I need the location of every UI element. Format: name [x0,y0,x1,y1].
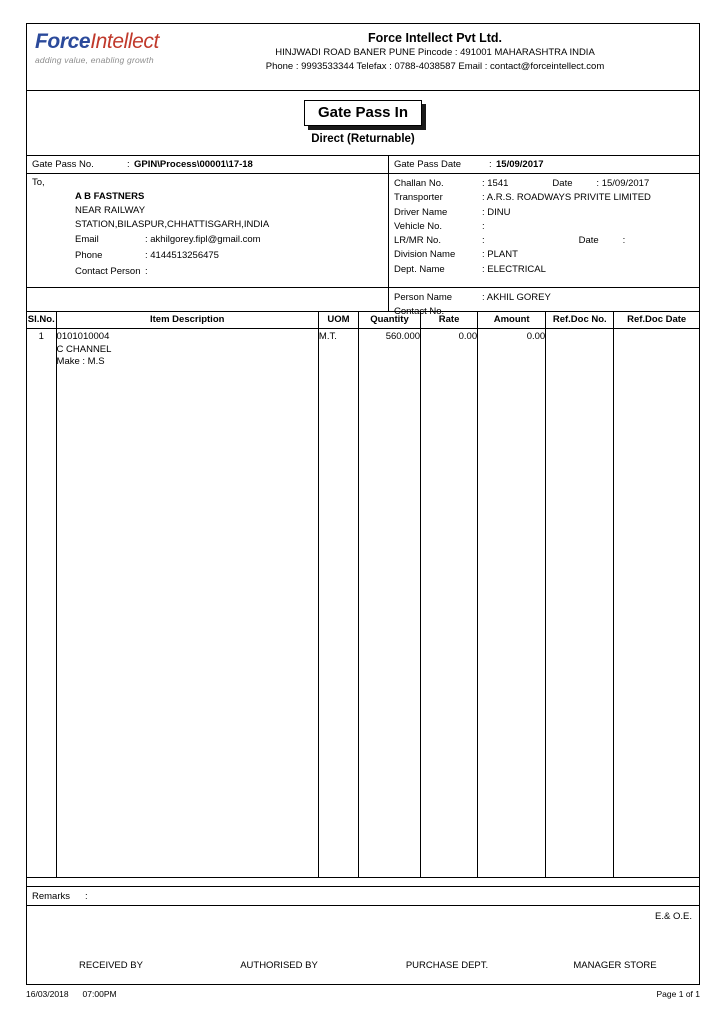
col-header-refdocdate: Ref.Doc Date [614,312,699,329]
lrmr-value: : [482,235,485,247]
items-table-header-row [27,312,699,329]
cell-uom: M.T. [318,329,358,878]
items-table [27,312,699,877]
logo-tagline: adding value, enabling growth [35,55,154,65]
party-name: A B FASTNERS [75,191,145,202]
signature-authorised-by: AUTHORISED BY [240,960,318,971]
person-name-row [394,291,699,305]
party-block [27,174,389,311]
person-name-value: : AKHIL GOREY [482,292,551,303]
party-phone-row [75,248,388,264]
gatepass-date-value: 15/09/2017 [496,159,544,170]
col-header-uom: UOM [318,312,358,329]
party-spacer-cell [27,288,388,310]
cell-rate: 0.00 [421,329,478,878]
lrmr-date-value: : [622,235,626,247]
party-address-line-2: STATION,BILASPUR,CHHATTISGARH,INDIA [75,219,270,230]
item-name: C CHANNEL [56,343,112,355]
col-header-rate: Rate [421,312,478,329]
company-contact: Phone : 9993533344 Telefax : 0788-4038587 Email : contact@forceintellect.com [265,61,605,72]
table-bottom-strip [27,878,699,887]
cell-description [56,329,318,878]
challan-date-label: Date [552,178,573,189]
lrmr-date-label: Date [578,235,599,247]
gatepass-date-label: Gate Pass Date [394,159,462,170]
gatepass-date-colon: : [489,159,492,170]
lrmr-row [394,234,699,248]
party-contact-person-label: Contact Person [75,266,141,277]
items-table-wrapper [27,312,699,878]
col-header-slno: Sl.No. [27,312,56,329]
challan-label: Challan No. [394,178,444,189]
party-consignment-band [27,174,699,318]
document-page [26,23,700,985]
col-header-refdocno: Ref.Doc No. [546,312,614,329]
gatepass-number-row [27,156,699,174]
party-address-line-1: NEAR RAILWAY [75,205,146,216]
dept-value: : ELECTRICAL [482,263,546,275]
item-code: 0101010004 [56,331,110,342]
vehicle-label: Vehicle No. [394,220,443,232]
transporter-value: : A.R.S. ROADWAYS PRIVITE LIMITED [482,192,651,204]
signature-manager-store: MANAGER STORE [573,960,657,971]
dept-row [394,263,699,277]
document-masthead [27,24,699,91]
col-header-description: Item Description [56,312,318,329]
logo-word-intellect: Intellect [90,30,159,53]
cell-quantity: 560.000 [358,329,420,878]
division-label: Division Name [394,249,456,261]
table-row [27,329,699,878]
document-subtitle: Direct (Returnable) [311,133,415,145]
print-stamp [26,989,117,999]
item-make: Make : M.S [56,356,105,367]
gatepass-date-cell [389,156,699,173]
party-email-label: Email [75,234,99,245]
challan-value: : 1541 [482,178,509,189]
page-number: Page 1 of 1 [656,989,700,999]
consignment-details [389,174,699,288]
person-name-label: Person Name [394,292,453,303]
signature-received-by: RECEIVED BY [79,960,143,971]
gatepass-no-colon: : [127,159,130,170]
driver-row [394,206,699,220]
contact-no-label: Contact No. [394,306,445,318]
party-phone-label: Phone [75,250,103,261]
party-email-row [75,232,388,248]
signature-purchase-dept: PURCHASE DEPT. [405,960,489,971]
division-value: : PLANT [482,249,518,261]
division-row [394,248,699,262]
dept-label: Dept. Name [394,263,445,275]
print-date: 16/03/2018 [26,989,69,999]
company-address: HINJWADI ROAD BANER PUNE Pincode : 491001 MAHARASHTRA INDIA [275,47,595,58]
transporter-row [394,191,699,205]
remarks-label: Remarks [32,890,71,902]
title-box-holder [304,100,422,126]
consignment-block [389,174,699,318]
col-header-quantity: Quantity [358,312,420,329]
party-contact-person-row [75,264,388,280]
remarks-row [27,887,699,906]
vehicle-value: : [482,220,485,232]
party-address-cell [27,174,388,288]
cell-amount: 0.00 [478,329,546,878]
lrmr-label: LR/MR No. [394,235,441,247]
company-name: Force Intellect Pvt Ltd. [367,31,503,45]
signature-area [27,906,699,979]
gatepass-number-cell [27,156,389,173]
party-address [75,190,388,280]
logo-word-force: Force [35,30,91,53]
gatepass-no-label: Gate Pass No. [32,159,94,170]
driver-value: : DINU [482,206,511,218]
challan-row [394,177,699,191]
cell-refdocno [546,329,614,878]
transporter-label: Transporter [394,192,443,204]
company-info [177,30,693,74]
vehicle-row [394,220,699,234]
gatepass-no-value: GPIN\Process\00001\17-18 [134,159,253,170]
party-email-value: : akhilgorey.fipl@gmail.com [145,234,261,245]
party-to-label: To, [32,177,45,188]
eoe-note: E.& O.E. [655,911,692,922]
document-title-band [27,91,699,156]
party-phone-value: : 4144513256475 [145,250,219,261]
cell-refdocdate [614,329,699,878]
signature-row [27,960,699,971]
party-contact-person-value: : [145,266,148,277]
page-footer [26,989,700,999]
print-time: 07:00PM [82,989,117,999]
col-header-amount: Amount [478,312,546,329]
remarks-colon: : [85,890,88,902]
cell-slno: 1 [27,329,56,878]
challan-date-value: : 15/09/2017 [596,178,650,189]
document-title: Gate Pass In [304,100,422,126]
driver-label: Driver Name [394,206,448,218]
